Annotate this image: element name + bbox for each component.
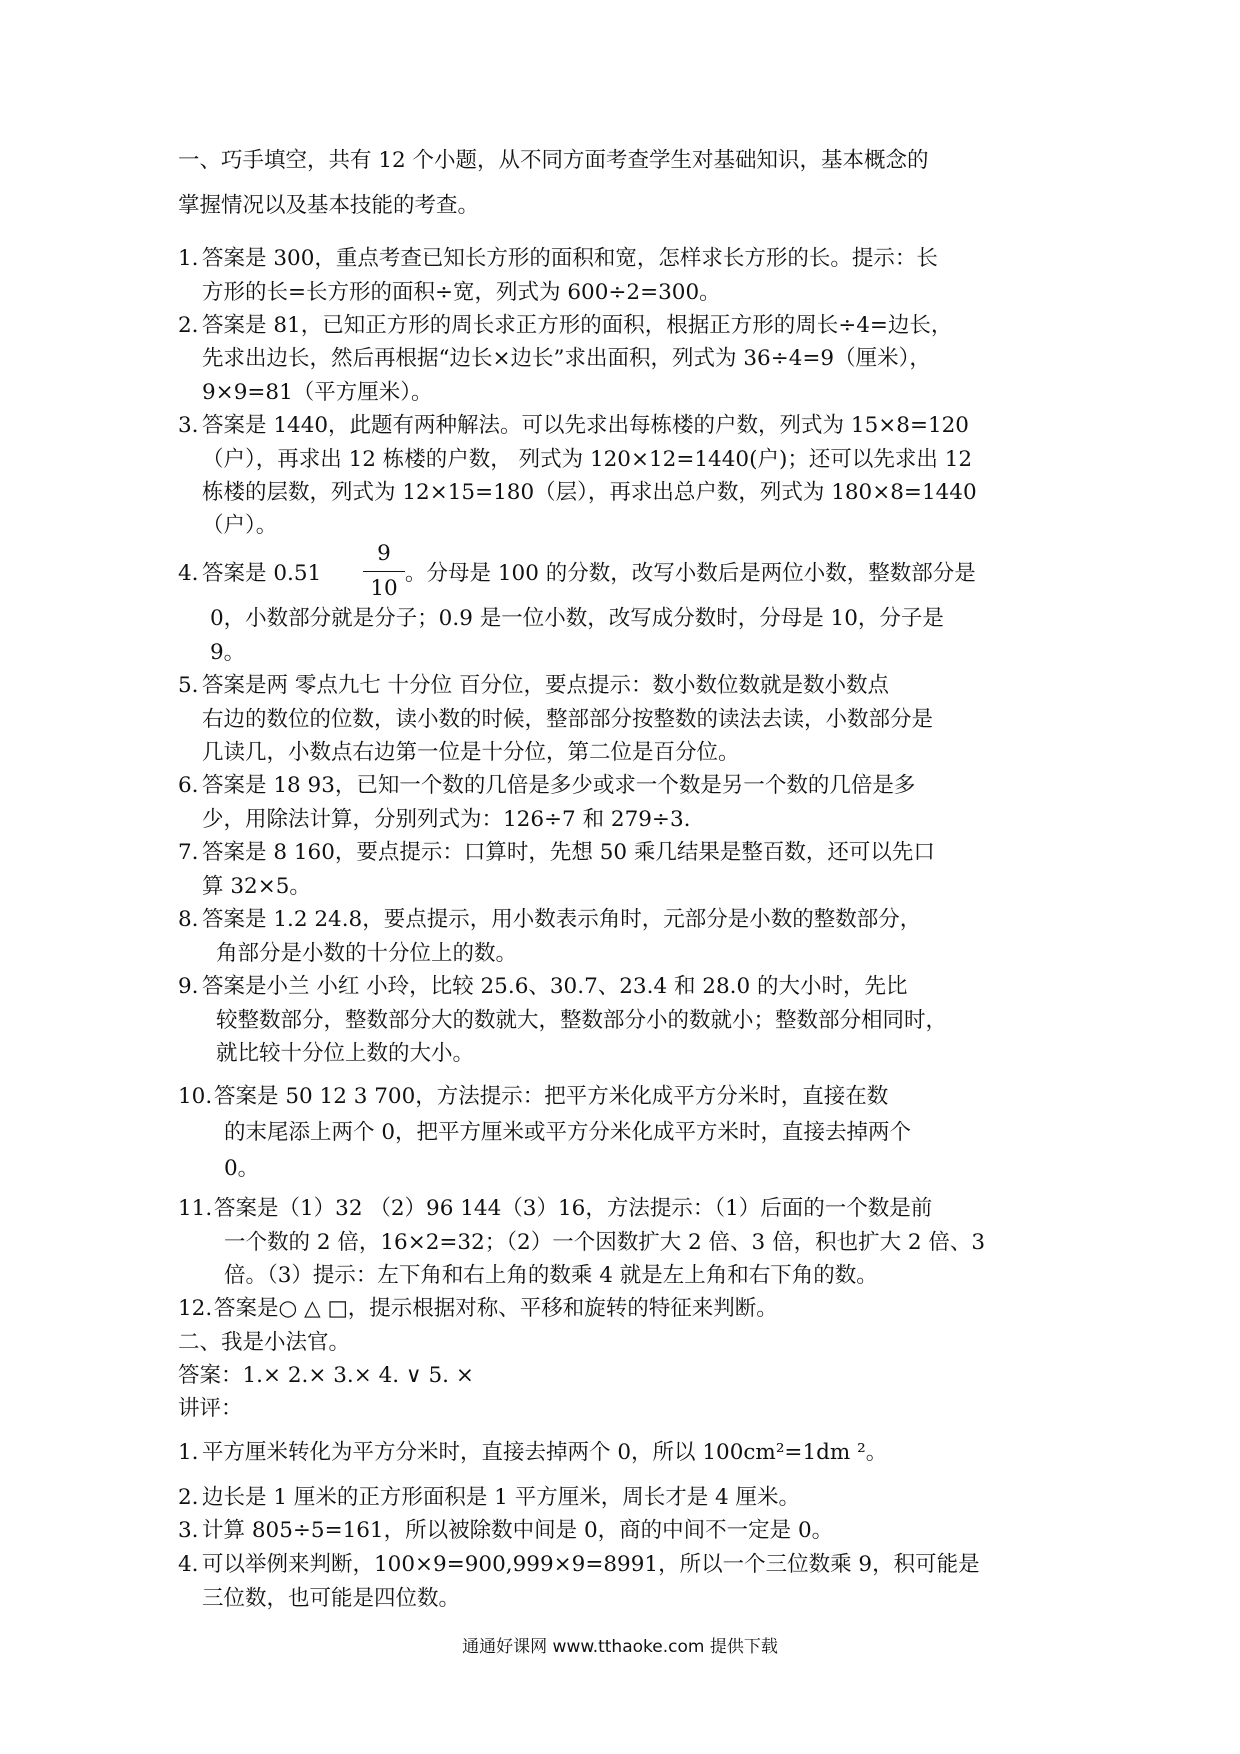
section1-intro-line2: 掌握情况以及基本技能的考查。 <box>178 193 480 218</box>
item-text-line: 答案是 81，已知正方形的周长求正方形的面积，根据正方形的周长÷4=边长， <box>202 313 953 338</box>
item-text-line: 就比较十分位上数的大小。 <box>216 1041 475 1066</box>
item-text-line: 0。 <box>224 1156 260 1181</box>
item-number: 10. <box>178 1084 213 1109</box>
fraction-denominator: 10 <box>370 575 398 601</box>
item-number: 12. <box>178 1296 213 1321</box>
item-number: 8. <box>178 907 199 932</box>
item-number: 1. <box>178 246 199 271</box>
item-number: 5. <box>178 673 199 698</box>
fraction-bar <box>363 571 405 572</box>
comment-number: 4. <box>178 1552 199 1577</box>
comment-text-line: 边长是 1 厘米的正方形面积是 1 平方厘米，周长才是 4 厘米。 <box>202 1485 801 1510</box>
section2-comment-label: 讲评： <box>178 1396 243 1421</box>
item-number: 9. <box>178 974 199 999</box>
item-text-line: 答案是 18 93，已知一个数的几倍是多少或求一个数是另一个数的几倍是多 <box>202 773 916 798</box>
item-number: 2. <box>178 313 199 338</box>
item-number: 4. <box>178 561 199 586</box>
item-text-line: 。分母是 100 的分数，改写小数后是两位小数，整数部分是 <box>405 561 976 586</box>
item-text-line: 答案是 50 12 3 700，方法提示：把平方米化成平方分米时，直接在数 <box>214 1084 889 1109</box>
item-text-line: 右边的数位的位数，读小数的时候，整部部分按整数的读法去读，小数部分是 <box>202 707 934 732</box>
item-text-line: 答案是（1）32 （2）96 144（3）16，方法提示：（1）后面的一个数是前 <box>214 1196 933 1221</box>
section2-answer: 答案：1.× 2.× 3.× 4. ∨ 5. × <box>178 1363 474 1388</box>
section2-title: 二、我是小法官。 <box>178 1330 351 1355</box>
item-text-line: 答案是 1.2 24.8，要点提示，用小数表示角时，元部分是小数的整数部分， <box>202 907 922 932</box>
comment-text-line: 计算 805÷5=161，所以被除数中间是 0，商的中间不一定是 0。 <box>202 1518 834 1543</box>
item-text-line: 答案是 8 160，要点提示：口算时，先想 50 乘几结果是整百数，还可以先口 <box>202 840 935 865</box>
item-number: 3. <box>178 413 199 438</box>
item-text-line: （户）。 <box>202 513 278 538</box>
item-text-line: 一个数的 2 倍，16×2=32；（2）一个因数扩大 2 倍、3 倍，积也扩大 2 倍、3 <box>224 1230 986 1255</box>
item-text-line: 算 32×5。 <box>202 874 311 899</box>
fraction <box>363 543 405 599</box>
comment-number: 3. <box>178 1518 199 1543</box>
comment-number: 2. <box>178 1485 199 1510</box>
item-text-line: 少，用除法计算，分别列式为：126÷7 和 279÷3. <box>202 807 691 832</box>
item-text-line: 答案是两 零点九七 十分位 百分位，要点提示：数小数位数就是数小数点 <box>202 673 890 698</box>
item-text-line: 方形的长=长方形的面积÷宽，列式为 600÷2=300。 <box>202 280 721 305</box>
item-text-line: 9。 <box>210 640 246 665</box>
item-text-line: 0，小数部分就是分子；0.9 是一位小数，改写成分数时，分母是 10，分子是 <box>210 606 944 631</box>
item-text-line: 答案是小兰 小红 小玲，比较 25.6、30.7、23.4 和 28.0 的大小时，先比 <box>202 974 908 999</box>
item-text-line: 较整数部分，整数部分大的数就大，整数部分小的数就小；整数部分相同时， <box>216 1008 948 1033</box>
item-text-line: 几读几，小数点右边第一位是十分位，第二位是百分位。 <box>202 740 740 765</box>
item-number: 7. <box>178 840 199 865</box>
comment-text-line: 三位数，也可能是四位数。 <box>202 1586 461 1611</box>
comment-number: 1. <box>178 1440 199 1465</box>
section1-intro-line1: 一、巧手填空，共有 12 个小题，从不同方面考查学生对基础知识，基本概念的 <box>178 148 929 173</box>
comment-text-line: 平方厘米转化为平方分米时，直接去掉两个 0，所以 100cm²=1dm ²。 <box>202 1440 888 1465</box>
footer-credit: 通通好课网 www.tthaoke.com 提供下载 <box>462 1637 778 1657</box>
item-text-line: 答案是○ △ □，提示根据对称、平移和旋转的特征来判断。 <box>214 1296 778 1321</box>
item-text-line: 倍。（3）提示：左下角和右上角的数乘 4 就是左上角和右下角的数。 <box>224 1263 878 1288</box>
item-text-line: 栋楼的层数，列式为 12×15=180（层），再求出总户数，列式为 180×8=1440 <box>202 480 977 505</box>
fraction-numerator: 9 <box>377 541 391 566</box>
comment-text-line: 可以举例来判断，100×9=900,999×9=8991，所以一个三位数乘 9，积可能是 <box>202 1552 980 1577</box>
item-text-line: 的末尾添上两个 0，把平方厘米或平方分米化成平方米时，直接去掉两个 <box>224 1120 912 1145</box>
item-text-line: （户），再求出 12 栋楼的户数， 列式为 120×12=1440(户)；还可以先求出 12 <box>202 447 973 472</box>
item-text-line: 答案是 300，重点考查已知长方形的面积和宽，怎样求长方形的长。提示：长 <box>202 246 938 271</box>
item-text-line: 角部分是小数的十分位上的数。 <box>216 941 518 966</box>
item-number: 11. <box>178 1196 213 1221</box>
item-text-line: 答案是 1440，此题有两种解法。可以先求出每栋楼的户数，列式为 15×8=120 <box>202 413 969 438</box>
item-number: 6. <box>178 773 199 798</box>
item-text-line: 9×9=81（平方厘米）。 <box>202 380 433 405</box>
item-text-line: 答案是 0.51 <box>202 561 322 586</box>
item-text-line: 先求出边长，然后再根据“边长×边长”求出面积，列式为 36÷4=9（厘米）， <box>202 346 931 371</box>
